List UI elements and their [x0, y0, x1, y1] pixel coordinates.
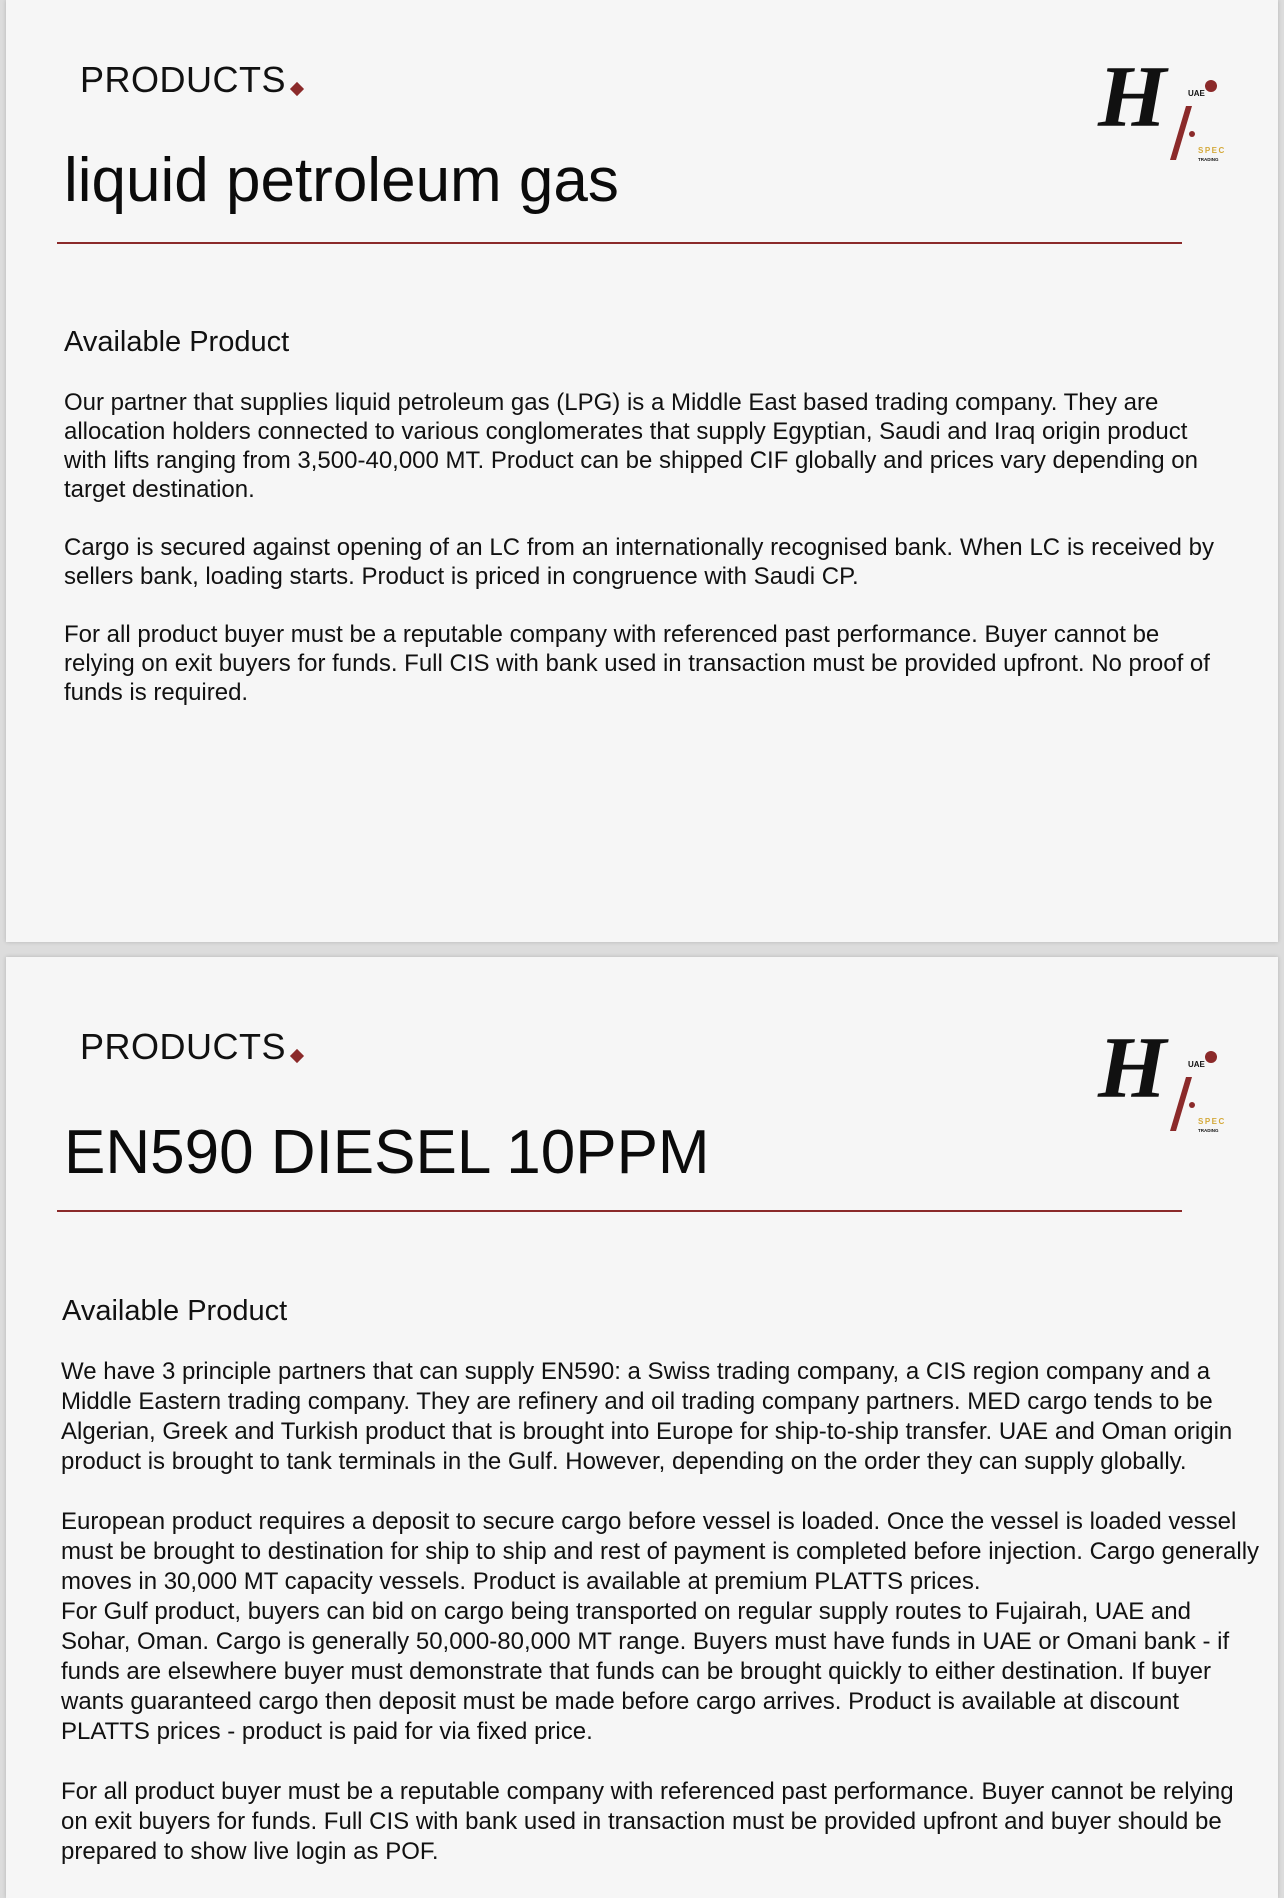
product-title: liquid petroleum gas	[64, 146, 619, 215]
company-logo	[1096, 48, 1226, 166]
available-product-heading: Available Product	[62, 1295, 288, 1327]
svg-text:SPEC: SPEC	[1198, 146, 1226, 155]
svg-text:H: H	[1098, 49, 1167, 146]
svg-text:H: H	[1098, 1020, 1167, 1117]
description-paragraph: Cargo is secured against opening of an LC from an internationally recognised bank. When LC is received by sellers bank, loading starts. Product is priced in congruence with Saudi CP.	[64, 534, 1214, 590]
section-label: PRODUCTS	[80, 1029, 302, 1065]
svg-text:TRADING: TRADING	[1198, 157, 1219, 162]
document-page-en590	[6, 957, 1278, 1898]
product-description	[64, 388, 1214, 736]
description-paragraph: For all product buyer must be a reputable company with referenced past performance. Buyer cannot be relying on exit buyers for funds. Full CIS with bank used in transaction must be provided upfront. No proof of funds is required.	[64, 621, 1210, 706]
svg-text:UAE: UAE	[1188, 1060, 1205, 1069]
description-paragraph: European product requires a deposit to secure cargo before vessel is loaded. Once the vessel is loaded vessel must be brought to destination for ship to ship and rest of payment is completed before injection. Cargo generally moves in 30,000 MT capacity vessels. Product is available at premium PLATTS prices.	[61, 1508, 1260, 1595]
title-divider	[57, 242, 1182, 244]
svg-text:TRADING: TRADING	[1198, 1128, 1219, 1133]
product-title: EN590 DIESEL 10PPM	[64, 1118, 710, 1187]
description-paragraph: We have 3 principle partners that can supply EN590: a Swiss trading company, a CIS region company and a Middle Eastern trading company. They are refinery and oil trading company partners. MED cargo tends to be Algerian, Greek and Turkish product that is brought into Europe for ship-to-ship transfer. UAE and Oman origin product is brought to tank terminals in the Gulf. However, depending on the order they can supply globally.	[61, 1358, 1233, 1475]
diamond-bullet-icon	[290, 82, 304, 96]
title-divider	[57, 1210, 1182, 1212]
description-paragraph: Our partner that supplies liquid petroleum gas (LPG) is a Middle East based trading company. They are allocation holders connected to various conglomerates that supply Egyptian, Saudi and Iraq origin product with lifts ranging from 3,500-40,000 MT. Product can be shipped CIF globally and prices vary depending on target destination.	[64, 389, 1198, 503]
product-description	[61, 1357, 1266, 1897]
company-logo	[1096, 1019, 1226, 1137]
available-product-heading: Available Product	[64, 326, 290, 358]
diamond-bullet-icon	[290, 1049, 304, 1063]
description-paragraph: For all product buyer must be a reputable company with referenced past performance. Buyer cannot be relying on exit buyers for funds. Full CIS with bank used in transaction must be provided upfront and buyer should be prepared to show live login as POF.	[61, 1778, 1234, 1865]
description-paragraph: For Gulf product, buyers can bid on cargo being transported on regular supply routes to Fujairah, UAE and Sohar, Oman. Cargo is generally 50,000-80,000 MT range. Buyers must have funds in UAE or Omani bank - if funds are elsewhere buyer must demonstrate that funds can be brought quickly to either destination. If buyer wants guaranteed cargo then deposit must be made before cargo arrives. Product is available at discount PLATTS prices - product is paid for via fixed price.	[61, 1598, 1230, 1745]
svg-text:UAE: UAE	[1188, 89, 1205, 98]
document-page-lpg	[6, 0, 1278, 942]
svg-text:SPEC: SPEC	[1198, 1117, 1226, 1126]
section-label: PRODUCTS	[80, 62, 302, 98]
